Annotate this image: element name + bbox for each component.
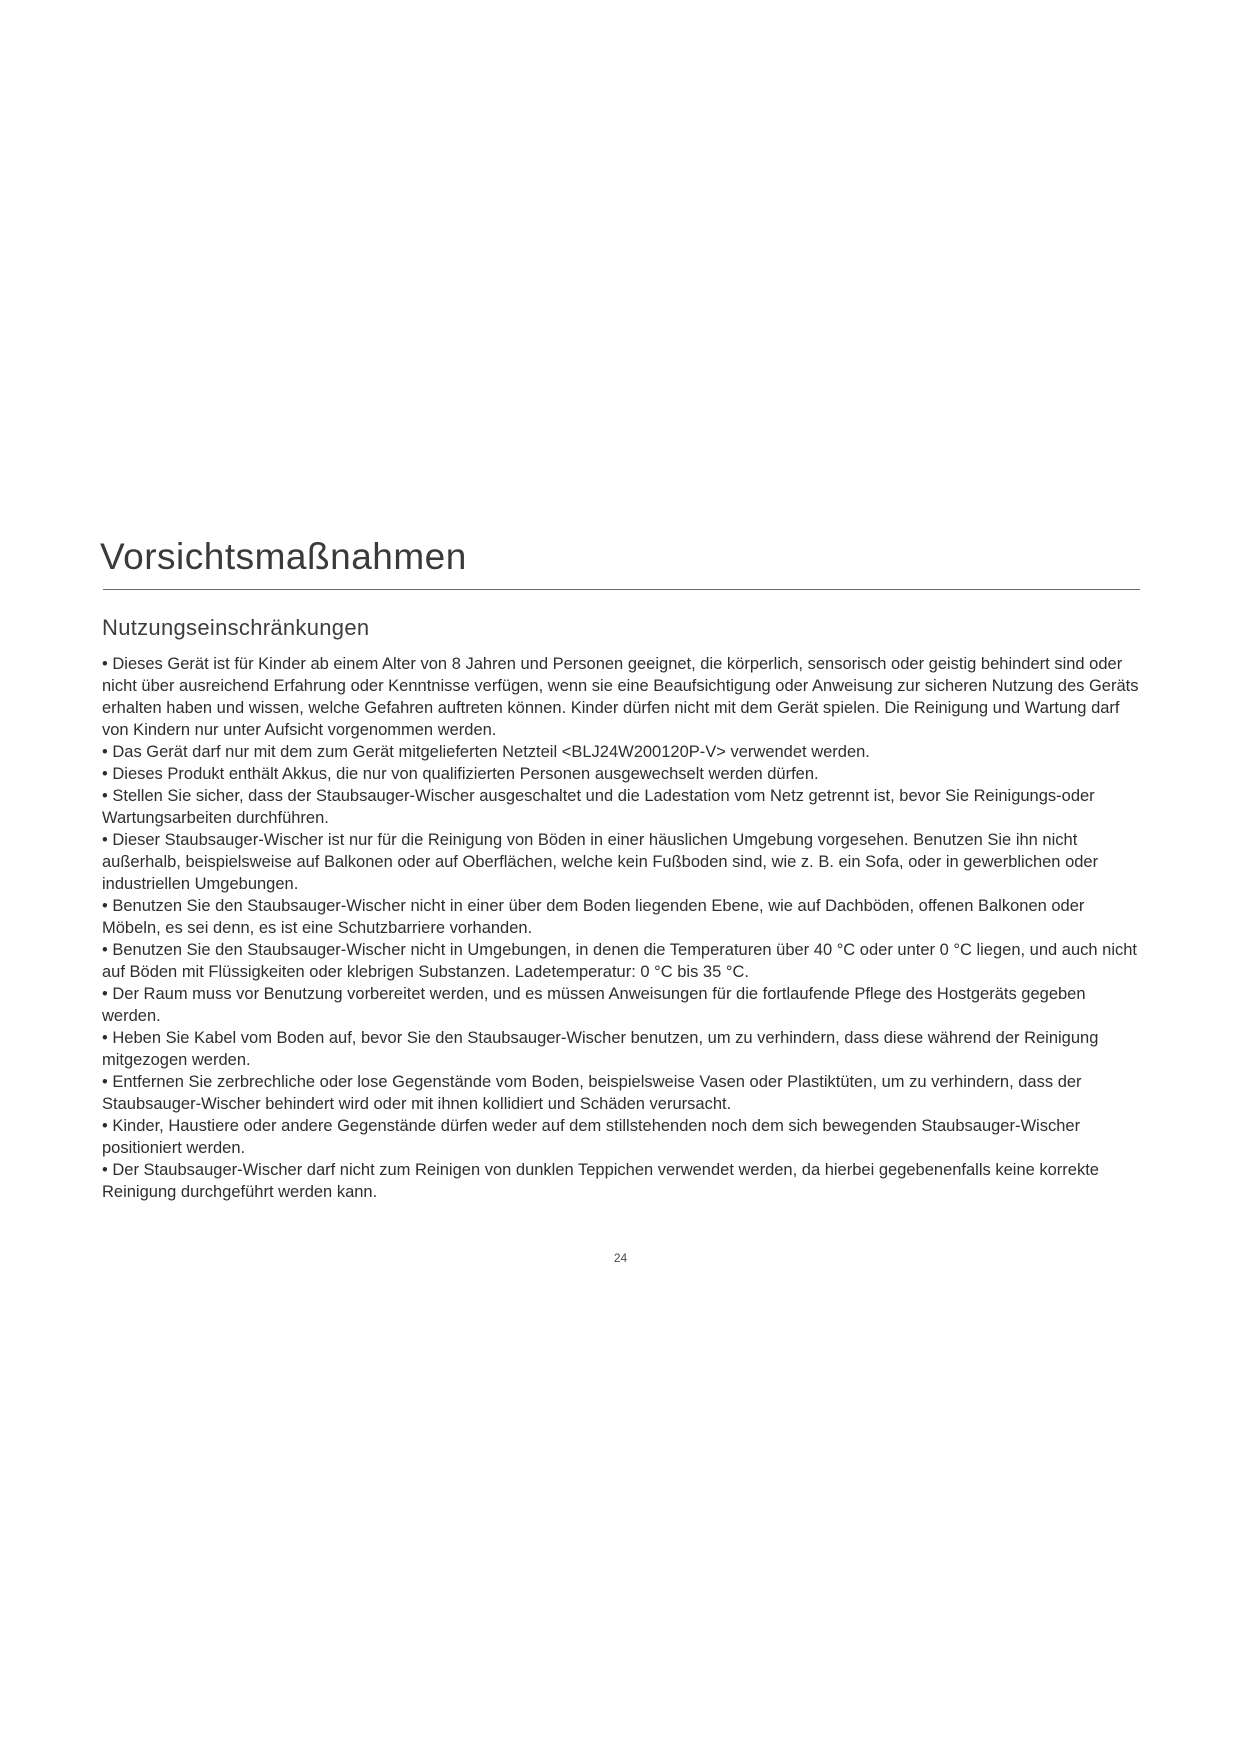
- list-item: • Der Raum muss vor Benutzung vorbereitet werden, und es müssen Anweisungen für die fortlaufende Pflege des Hostgeräts gegeben werden.: [102, 983, 1142, 1027]
- page-title: Vorsichtsmaßnahmen: [100, 536, 467, 577]
- list-item: • Heben Sie Kabel vom Boden auf, bevor Sie den Staubsauger-Wischer benutzen, um zu verhindern, dass diese während der Reinigung mitgezogen werden.: [102, 1027, 1142, 1071]
- list-item: • Benutzen Sie den Staubsauger-Wischer nicht in einer über dem Boden liegenden Ebene, wie auf Dachböden, offenen Balkonen oder Möbeln, es sei denn, es ist eine Schutzbarriere vorhanden.: [102, 895, 1142, 939]
- list-item: • Der Staubsauger-Wischer darf nicht zum Reinigen von dunklen Teppichen verwendet werden, da hierbei gegebenenfalls keine korrekte Reinigung durchgeführt werden kann.: [102, 1159, 1142, 1203]
- list-item: • Entfernen Sie zerbrechliche oder lose Gegenstände vom Boden, beispielsweise Vasen oder Plastiktüten, um zu verhindern, dass der Staubsauger-Wischer behindert wird oder mit ihnen kollidiert und Schäden verursacht.: [102, 1071, 1142, 1115]
- list-item: • Kinder, Haustiere oder andere Gegenstände dürfen weder auf dem stillstehenden noch dem sich bewegenden Staubsauger-Wischer positioniert werden.: [102, 1115, 1142, 1159]
- section-heading: Nutzungseinschränkungen: [102, 615, 370, 640]
- page-number: 24: [613, 1251, 628, 1265]
- list-item: • Dieses Gerät ist für Kinder ab einem Alter von 8 Jahren und Personen geeignet, die körperlich, sensorisch oder geistig behindert sind oder nicht über ausreichend Erfahrung oder Kenntnisse verfügen, wenn sie eine Beaufsichtigung oder Anweisung zur sicheren Nutzung des Geräts erhalten haben und wissen, welche Gefahren auftreten können. Kinder dürfen nicht mit dem Gerät spielen. Die Reinigung und Wartung darf von Kindern nur unter Aufsicht vorgenommen werden.: [102, 653, 1142, 741]
- precautions-list: [102, 653, 1142, 1203]
- list-item: • Dieses Produkt enthält Akkus, die nur von qualifizierten Personen ausgewechselt werden dürfen.: [102, 763, 1142, 785]
- list-item: • Dieser Staubsauger-Wischer ist nur für die Reinigung von Böden in einer häuslichen Umgebung vorgesehen. Benutzen Sie ihn nicht außerhalb, beispielsweise auf Balkonen oder auf Oberflächen, welche kein Fußboden sind, wie z. B. ein Sofa, oder in gewerblichen oder industriellen Umgebungen.: [102, 829, 1142, 895]
- list-item: • Das Gerät darf nur mit dem zum Gerät mitgelieferten Netzteil <BLJ24W200120P-V> verwendet werden.: [102, 741, 1142, 763]
- list-item: • Stellen Sie sicher, dass der Staubsauger-Wischer ausgeschaltet und die Ladestation vom Netz getrennt ist, bevor Sie Reinigungs-oder Wartungsarbeiten durchführen.: [102, 785, 1142, 829]
- title-divider: [103, 589, 1140, 590]
- list-item: • Benutzen Sie den Staubsauger-Wischer nicht in Umgebungen, in denen die Temperaturen über 40 °C oder unter 0 °C liegen, und auch nicht auf Böden mit Flüssigkeiten oder klebrigen Substanzen. Ladetemperatur: 0 °C bis 35 °C.: [102, 939, 1142, 983]
